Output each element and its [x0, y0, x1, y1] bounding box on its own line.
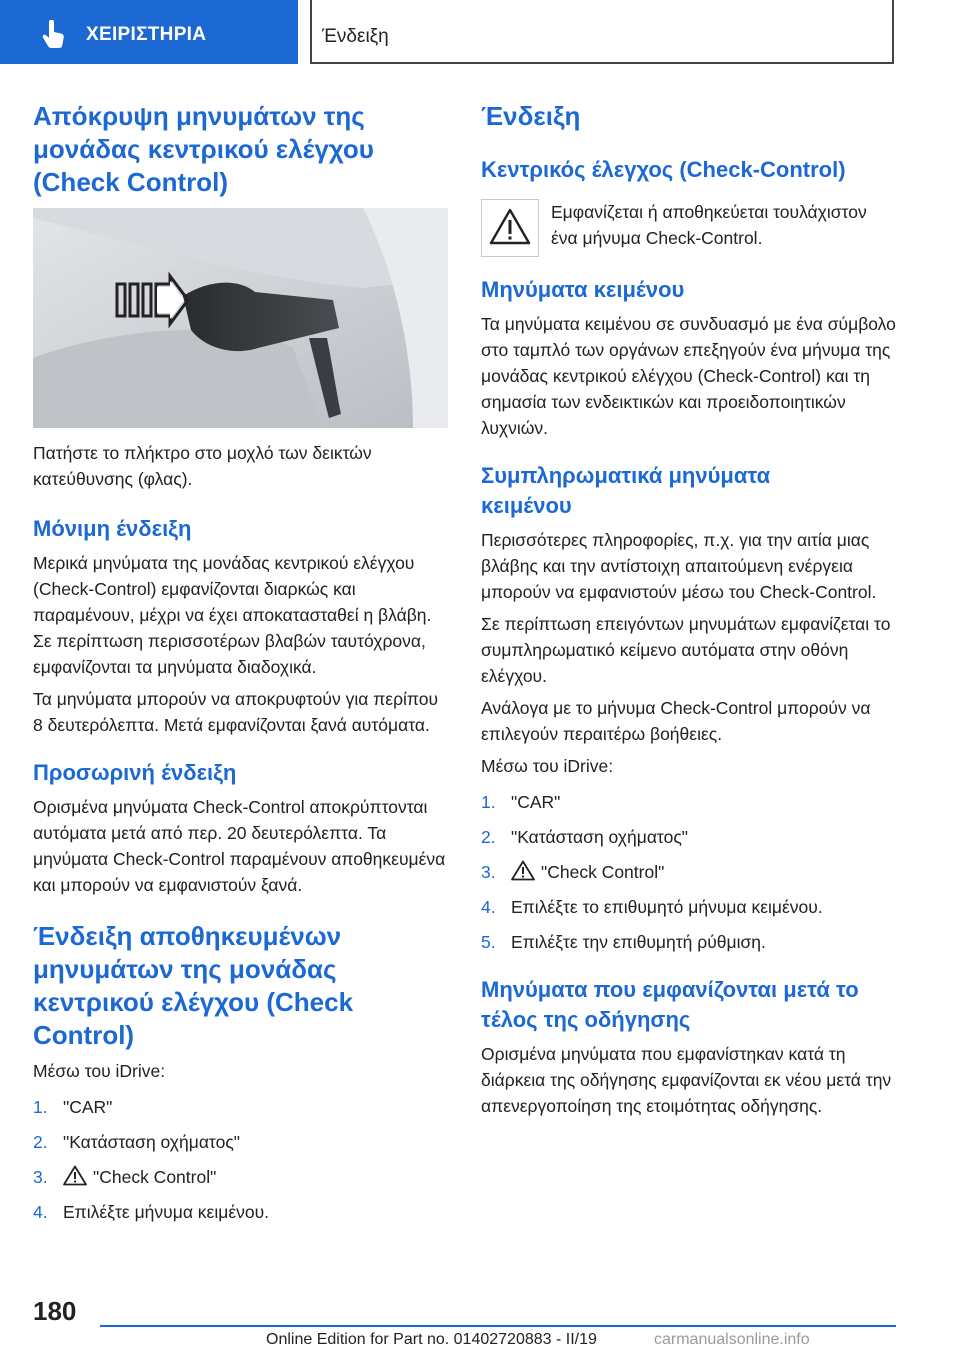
edition-text: Online Edition for Part no. 01402720883 - II/19 [266, 1331, 597, 1348]
list-item [481, 859, 897, 885]
list-item [33, 1164, 448, 1190]
hand-pointer-icon [40, 20, 68, 50]
right-steps-list [481, 789, 897, 955]
turn-signal-lever-figure [33, 208, 448, 428]
chapter-label: ΧΕΙΡΙΣΤΗΡΙΑ [86, 24, 207, 45]
step-text: "Check Control" [541, 862, 665, 882]
step-text: Επιλέξτε την επιθυμητή ρύθμιση. [511, 932, 766, 952]
section-title-hide-messages: Απόκρυψη μηνυμάτων της μονάδας κεντρικού ελέγχου (Check Control) [33, 101, 374, 197]
after-driving-text: Ορισμένα μηνύματα που εμφανίστηκαν κατά τη διάρκεια της οδήγησης εμφανίζονται εκ νέου μετά την απενεργοποίηση της ετοιμότητας οδήγησης. [481, 1044, 892, 1116]
step-text: "Κατάσταση οχήματος" [63, 1132, 240, 1152]
step-number: 4. [33, 1202, 48, 1222]
step-text: "Check Control" [93, 1167, 217, 1187]
list-item [33, 1094, 448, 1120]
warning-triangle-icon [511, 860, 535, 881]
text-messages-text: Τα μηνύματα κειμένου σε συνδυασμό με ένα σύμβολο στο ταμπλό των οργάνων επεξηγούν ένα μήνυμα της μονάδας κεντρικού ελέγχου (Check-Control) και τη σημασία των ενδεικτικών και προειδοποιητικών λυχνιών. [481, 314, 896, 438]
permanent-display-text-1: Μερικά μηνύματα της μονάδας κεντρικού ελέγχου (Check-Control) εμφανίζονται διαρκώς και παραμένουν, μέχρι να έχει αποκατασταθεί η βλάβη. Σε περίπτωση περισσοτέρων βλαβών ταυτόχρονα, εμφανίζονται τα μηνύματα διαδοχικά. [33, 553, 432, 677]
display-title: Ένδειξη [481, 101, 581, 131]
after-driving-heading: Μηνύματα που εμφανίζονται μετά το τέλος της οδήγησης [481, 977, 859, 1032]
step-number: 1. [33, 1097, 48, 1117]
chapter-tab [0, 0, 298, 64]
supplementary-text-2: Σε περίπτωση επειγόντων μηνυμάτων εμφανίζεται το συμπληρωματικό κείμενο αυτόματα στην οθόνη ελέγχου. [481, 614, 891, 686]
step-text: Επιλέξτε μήνυμα κειμένου. [63, 1202, 270, 1222]
step-text: Επιλέξτε το επιθυμητό μήνυμα κειμένου. [511, 897, 823, 917]
watermark: carmanualsonline.info [654, 1331, 810, 1348]
supplementary-text-3: Ανάλογα με το μήνυμα Check-Control μπορούν να επιλεγούν περαιτέρω βοήθειες. [481, 698, 871, 744]
footer-divider [100, 1325, 896, 1327]
list-item [481, 824, 897, 850]
list-item [481, 894, 897, 920]
figure-caption: Πατήστε το πλήκτρο στο μοχλό των δεικτών κατεύθυνσης (φλας). [33, 443, 372, 489]
step-number: 5. [481, 932, 496, 952]
step-text: "Κατάσταση οχήματος" [511, 827, 688, 847]
check-control-symbol-row [481, 199, 897, 257]
step-number: 4. [481, 897, 496, 917]
check-control-text: Εμφανίζεται ή αποθηκεύεται τουλάχιστον ένα μήνυμα Check-Control. [551, 202, 867, 248]
temporary-display-heading: Προσωρινή ένδειξη [33, 760, 237, 785]
step-number: 2. [481, 827, 496, 847]
step-number: 3. [33, 1167, 48, 1187]
permanent-display-heading: Μόνιμη ένδειξη [33, 516, 192, 541]
warning-triangle-icon [63, 1165, 87, 1186]
stored-messages-title: Ένδειξη αποθηκευμένων μηνυμάτων της μονάδας κεντρικού ελέγχου (Check Control) [33, 921, 354, 1050]
permanent-display-text-2: Τα μηνύματα μπορούν να αποκρυφτούν για περίπου 8 δευτερόλεπτα. Μετά εμφανίζονται ξανά αυτόματα. [33, 689, 439, 735]
topic-header [310, 0, 894, 64]
topic-label: Ένδειξη [322, 26, 389, 47]
step-number: 3. [481, 862, 496, 882]
step-number: 2. [33, 1132, 48, 1152]
text-messages-heading: Μηνύματα κειμένου [481, 277, 685, 302]
page-number: 180 [33, 1296, 77, 1326]
list-item [481, 789, 897, 815]
supplementary-messages-heading: Συμπληρωματικά μηνύματα κειμένου [481, 463, 771, 518]
left-column [33, 100, 448, 1234]
left-steps-list [33, 1094, 448, 1225]
list-item [33, 1199, 448, 1225]
temporary-display-text: Ορισμένα μηνύματα Check-Control αποκρύπτονται αυτόματα μετά από περ. 20 δευτερόλεπτα. Τα μηνύματα Check-Control παραμένουν αποθηκευμένα και μπορούν να εμφανιστούν ξανά. [33, 797, 446, 895]
right-column [481, 100, 897, 1119]
step-text: "CAR" [511, 792, 561, 812]
lever-illustration [33, 208, 448, 428]
via-idrive-label: Μέσω του iDrive: [481, 756, 614, 776]
warning-triangle-icon [481, 199, 539, 257]
step-text: "CAR" [63, 1097, 113, 1117]
supplementary-text-1: Περισσότερες πληροφορίες, π.χ. για την αιτία μιας βλάβης και την αντίστοιχη απαιτούμενη ενέργεια μπορούν να εμφανιστούν μέσω του Check-Control. [481, 530, 877, 602]
list-item [33, 1129, 448, 1155]
list-item [481, 929, 897, 955]
step-number: 1. [481, 792, 496, 812]
via-idrive-label: Μέσω του iDrive: [33, 1061, 166, 1081]
central-check-heading: Κεντρικός έλεγχος (Check-Control) [481, 157, 846, 182]
